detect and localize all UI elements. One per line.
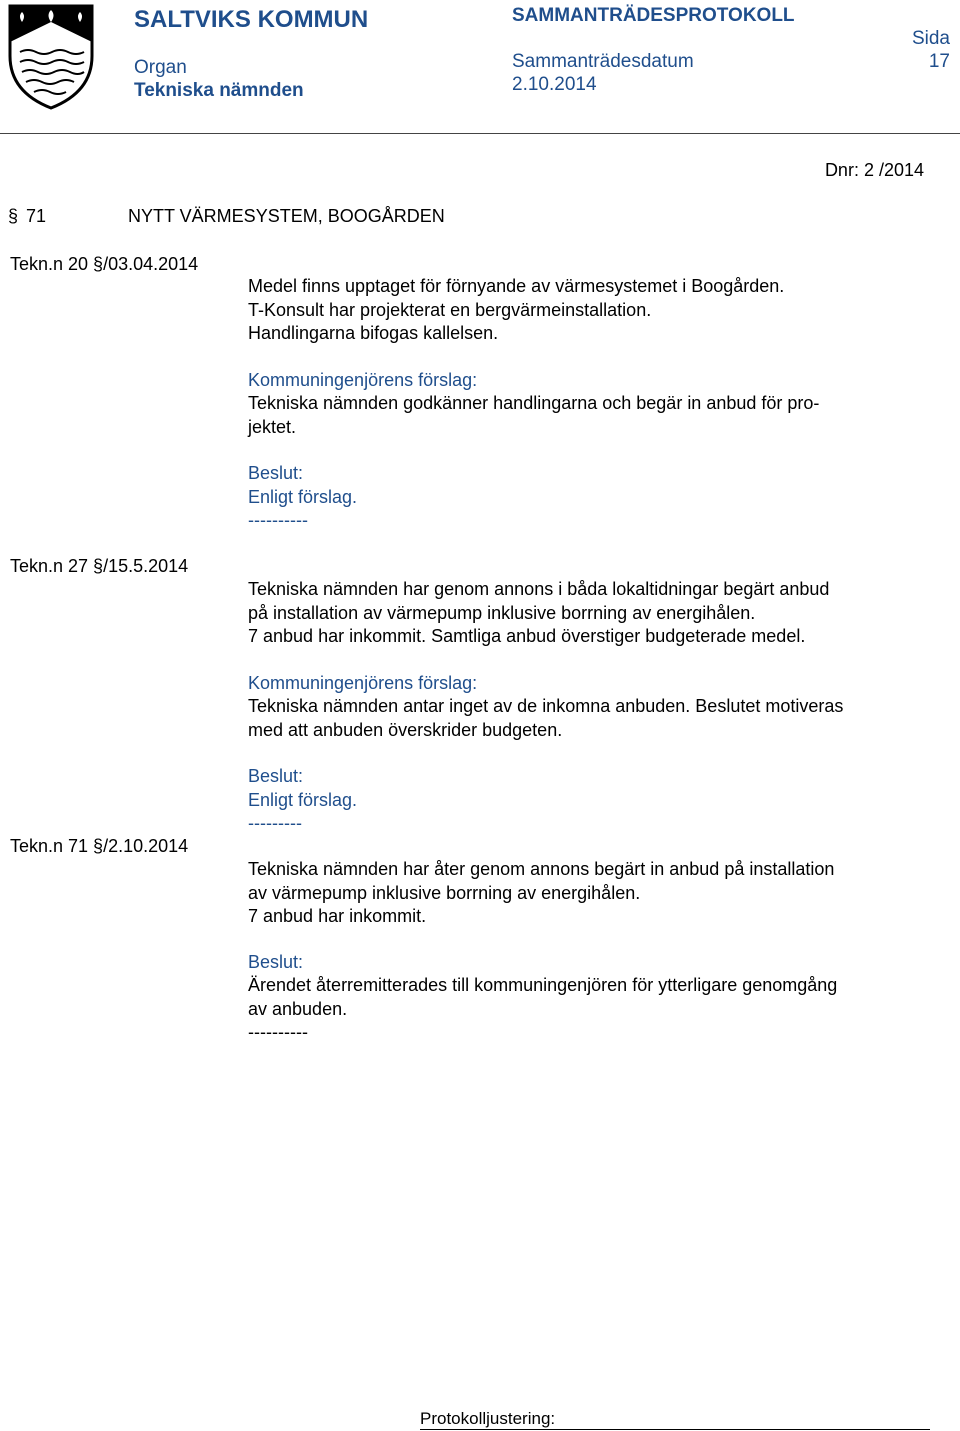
proposal-text: Tekniska nämnden antar inget av de inkomna anbuden. Beslutet motiveras med att anbuden överskrider budgeten. (248, 696, 844, 740)
decision-label: Beslut: (248, 766, 304, 786)
entry-reference: Tekn.n 20 §/03.04.2014 (10, 254, 199, 274)
organization-name: SALTVIKS KOMMUN (134, 6, 369, 33)
entry-reference: Tekn.n 71 §/2.10.2014 (10, 836, 189, 856)
separator: --------- (248, 813, 302, 833)
organ-label: Organ (134, 57, 187, 78)
header-divider (0, 133, 960, 134)
decision-text: Ärendet återremitterades till kommuningenjören för ytterligare genomgång av anbuden. (248, 975, 838, 1019)
organ-value: Tekniska nämnden (134, 80, 304, 101)
proposal-label: Kommuningenjörens förslag: (248, 673, 478, 693)
entry-reference: Tekn.n 27 §/15.5.2014 (10, 556, 189, 576)
date-label: Sammanträdesdatum (512, 51, 694, 72)
entry-paragraph: Medel finns upptaget för förnyande av värmesystemet i Boogården. T-Konsult har projekterat en bergvärmeinstallation. Handlingarna bifogas kallelsen. (248, 276, 785, 343)
decision-text: Enligt förslag. (248, 487, 358, 507)
entry-paragraph: Tekniska nämnden har åter genom annons begärt in anbud på installation av värmepump inklusive borrning av energihålen. 7 anbud har inkommit. (248, 859, 835, 926)
decision-label: Beslut: (248, 952, 304, 972)
dnr-number: Dnr: 2 /2014 (824, 160, 924, 180)
separator: ---------- (248, 1022, 308, 1042)
decision-text: Enligt förslag. (248, 790, 358, 810)
separator: ---------- (248, 510, 308, 530)
section-symbol: § (8, 206, 19, 226)
page-number: 17 (928, 51, 950, 72)
document-type: SAMMANTRÄDESPROTOKOLL (512, 5, 795, 26)
entry-paragraph: Tekniska nämnden har genom annons i båda lokaltidningar begärt anbud på installation av värmepump inklusive borrning av energihålen. 7 anbud har inkommit. Samtliga anbud överstiger budgeterade medel. (248, 579, 830, 646)
coat-of-arms-logo (8, 4, 94, 110)
protocol-adjustment-label: Protokolljustering: (420, 1409, 556, 1428)
decision-label: Beslut: (248, 463, 304, 483)
page-label: Sida (911, 28, 950, 49)
signature-line (420, 1429, 930, 1430)
date-value: 2.10.2014 (512, 74, 597, 95)
proposal-label: Kommuningenjörens förslag: (248, 370, 478, 390)
section-title: NYTT VÄRMESYSTEM, BOOGÅRDEN (128, 206, 445, 226)
section-number: 71 (26, 206, 47, 226)
proposal-text: Tekniska nämnden godkänner handlingarna och begär in anbud för pro- jektet. (248, 393, 820, 437)
